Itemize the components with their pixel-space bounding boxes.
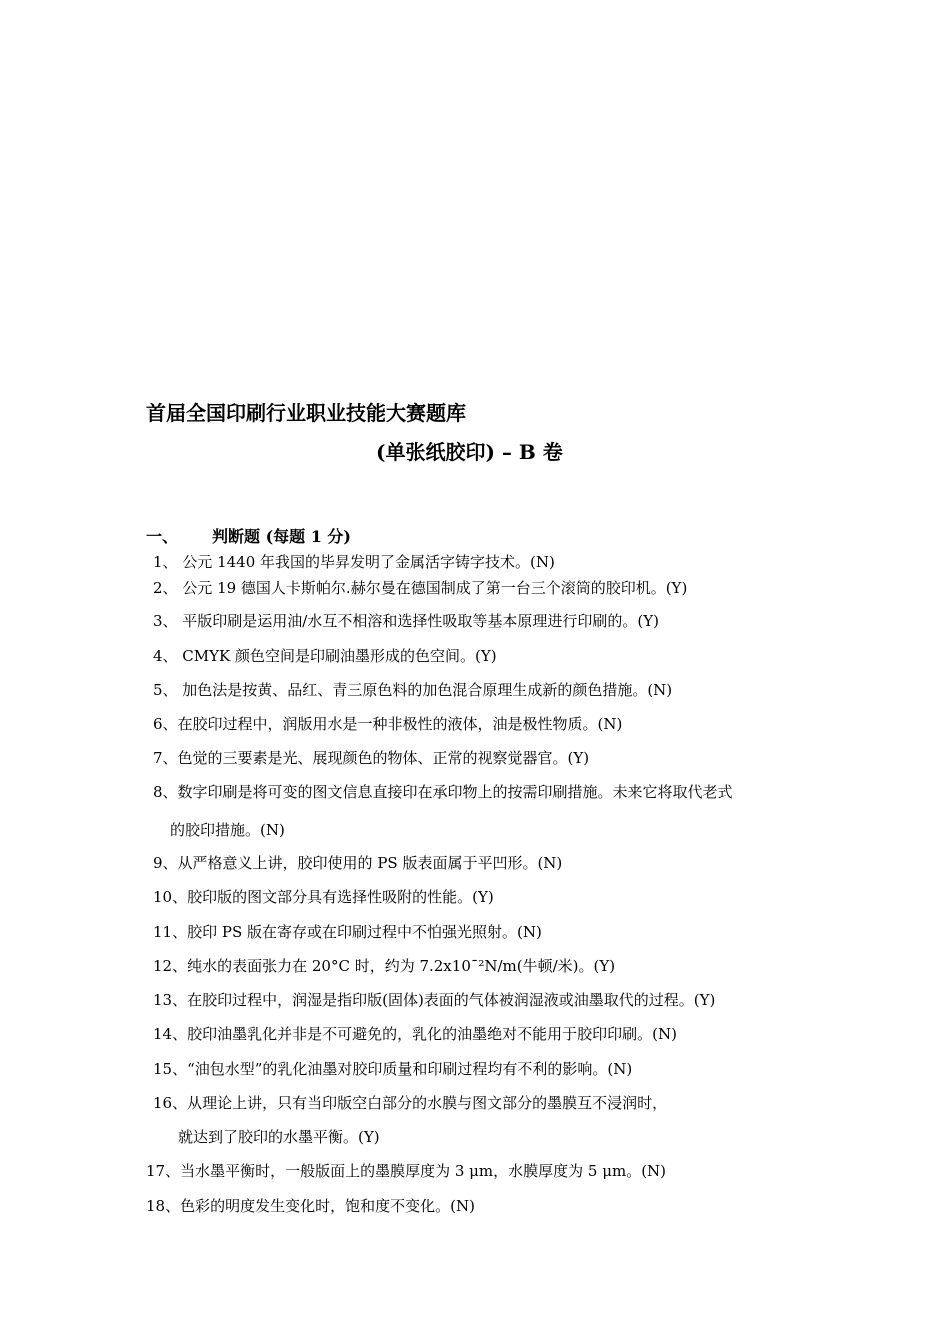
question-item: 11、胶印 PS 版在寄存或在印刷过程中不怕强光照射。(N) [153,923,542,941]
question-item: 14、胶印油墨乳化并非是不可避免的，乳化的油墨绝对不能用于胶印印刷。(N) [153,1025,677,1043]
question-item: 3、 平版印刷是运用油/水互不相溶和选择性吸取等基本原理进行印刷的。(Y) [153,612,659,630]
question-item: 4、 CMYK 颜色空间是印刷油墨形成的色空间。(Y) [153,647,497,665]
question-item: 9、从严格意义上讲，胶印使用的 PS 版表面属于平凹形。(N) [153,854,563,872]
question-item: 16、从理论上讲，只有当印版空白部分的水膜与图文部分的墨膜互不浸润时， [153,1094,668,1112]
question-item: 7、色觉的三要素是光、展现颜色的物体、正常的视察觉器官。(Y) [153,749,590,767]
question-item: 13、在胶印过程中，润湿是指印版(固体)表面的气体被润湿液或油墨取代的过程。(Y) [153,991,716,1009]
question-item: 2、 公元 19 德国人卡斯帕尔.赫尔曼在德国制成了第一台三个滚筒的胶印机。(Y) [153,579,688,597]
question-item: 18、色彩的明度发生变化时，饱和度不变化。(N) [146,1197,475,1215]
question-item: 17、当水墨平衡时，一般版面上的墨膜厚度为 3 μm，水膜厚度为 5 μm。(N) [146,1162,667,1180]
document-title: 首届全国印刷行业职业技能大赛题库 [146,401,466,425]
document-subtitle: (单张纸胶印) – B 卷 [376,440,563,464]
question-item: 10、胶印版的图文部分具有选择性吸附的性能。(Y) [153,888,494,906]
question-continuation: 的胶印措施。(N) [170,821,285,839]
question-item: 1、 公元 1440 年我国的毕昇发明了金属活字铸字技术。(N) [153,553,555,571]
question-item: 5、 加色法是按黄、品红、青三原色料的加色混合原理生成新的颜色措施。(N) [153,681,673,699]
question-continuation: 就达到了胶印的水墨平衡。(Y) [178,1128,380,1146]
section-title: 判断题 (每题 1 分) [212,527,351,546]
section-number: 一、 [146,527,179,546]
question-item: 8、数字印刷是将可变的图文信息直接印在承印物上的按需印刷措施。未来它将取代老式 [153,783,733,801]
question-item: 6、在胶印过程中，润版用水是一种非极性的液体，油是极性物质。(N) [153,715,623,733]
question-item: 15、“油包水型”的乳化油墨对胶印质量和印刷过程均有不利的影响。(N) [153,1060,633,1078]
question-item: 12、纯水的表面张力在 20°C 时，约为 7.2x10¯²N/m(牛顿/米)。(Y) [153,957,616,975]
